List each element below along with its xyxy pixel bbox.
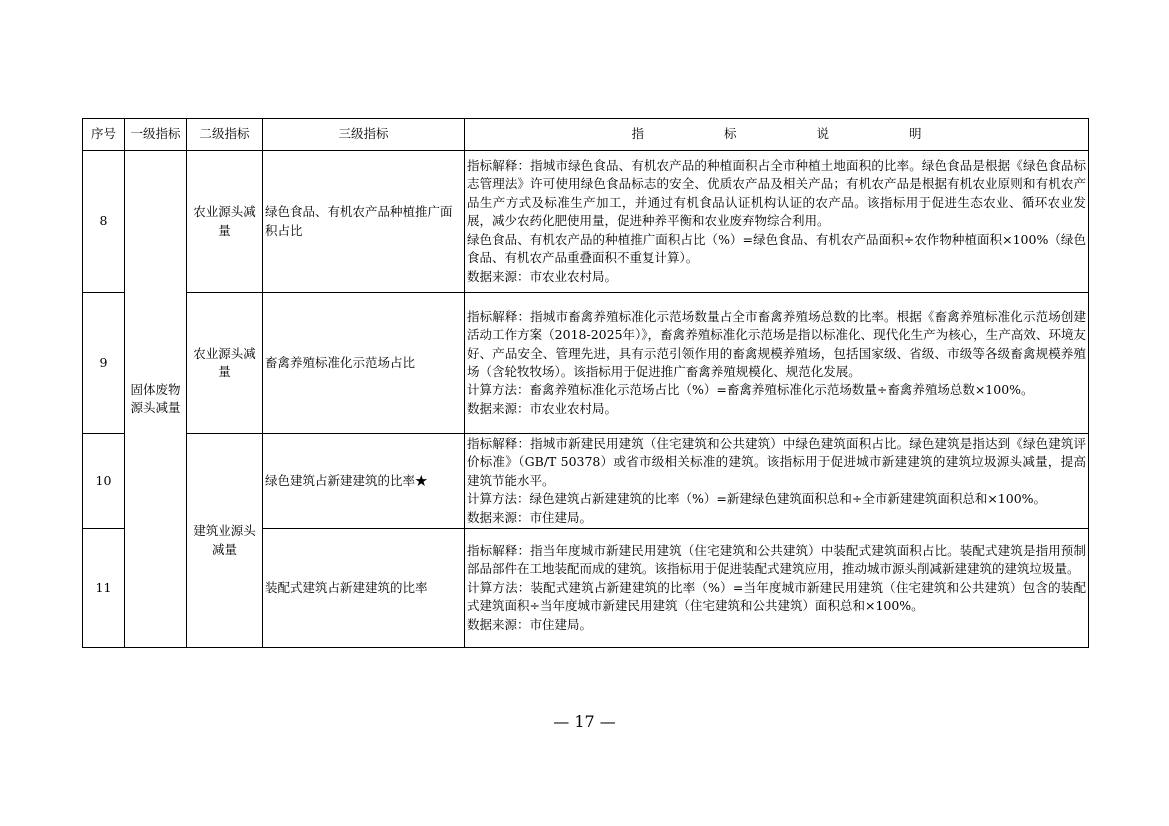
table-row: [83, 151, 1089, 293]
header-desc-char: 明: [909, 126, 922, 142]
header-desc-char: 标: [723, 126, 737, 142]
level1-category: 固体废物源头减量: [125, 151, 187, 648]
row-serial-no: 9: [83, 293, 125, 434]
page-number: — 17 —: [553, 712, 616, 731]
row-serial-no: 8: [83, 151, 125, 293]
indicator-description: [465, 434, 1089, 529]
desc-source: 数据来源：市农业农村局。: [467, 268, 618, 284]
header-desc-char: 说: [816, 126, 830, 142]
desc-source: 数据来源：市住建局。: [467, 509, 593, 525]
header-serial-no: 序号: [83, 119, 125, 151]
level3-indicator: 装配式建筑占新建建筑的比率: [263, 529, 465, 648]
desc-explanation: 指标解释：指城市绿色食品、有机农产品的种植面积占全市种植土地面积的比率。绿色食品是根据《绿色食品标志管理法》许可使用绿色食品标志的安全、优质农产品及相关产品；有机农产品是根据有机农业原则和有机农产品生产方式及标准生产加工，并通过有机食品认证机构认证的农产品。该指标用于促进生态农业、循环农业发展，减少农药化肥使用量，促进种养平衡和农业废弃物综合利用。: [467, 158, 1086, 229]
indicator-description: [465, 529, 1089, 648]
indicator-description: [465, 293, 1089, 434]
desc-explanation: 指标解释：指当年度城市新建民用建筑（住宅建筑和公共建筑）中装配式建筑面积占比。装配式建筑是指用预制部品部件在工地装配而成的建筑。该指标用于促进装配式建筑应用，推动城市源头削减新建建筑的建筑垃圾量。: [467, 542, 1086, 577]
row-serial-no: 10: [83, 434, 125, 529]
header-level3: 三级指标: [263, 119, 465, 151]
level2-category: 农业源头减量: [187, 293, 263, 434]
level3-indicator: 绿色建筑占新建建筑的比率★: [263, 434, 465, 529]
desc-formula: 计算方法：装配式建筑占新建建筑的比率（%）=当年度城市新建民用建筑（住宅建筑和公共建筑）包含的装配式建筑面积÷当年度城市新建民用建筑（住宅建筑和公共建筑）面积总和×100%。: [467, 579, 1086, 614]
table-header-row: [83, 119, 1089, 151]
table-row: [83, 293, 1089, 434]
header-level2: 二级指标: [187, 119, 263, 151]
header-level1: 一级指标: [125, 119, 187, 151]
row-serial-no: 11: [83, 529, 125, 648]
indicator-description: [465, 151, 1089, 293]
level3-indicator: 绿色食品、有机农产品种植推广面积占比: [263, 151, 465, 293]
desc-formula: 计算方法：畜禽养殖标准化示范场占比（%）=畜禽养殖标准化示范场数量÷畜禽养殖场总数×100%。: [467, 382, 1034, 398]
level3-indicator: 畜禽养殖标准化示范场占比: [263, 293, 465, 434]
desc-explanation: 指标解释：指城市畜禽养殖标准化示范场数量占全市畜禽养殖场总数的比率。根据《畜禽养殖标准化示范场创建活动工作方案（2018-2025年）》，畜禽养殖标准化示范场是指以标准化、现代化生产为核心，生产高效、环境友好、产品安全、管理先进，具有示范引领作用的畜禽规模养殖场，包括国家级、省级、市级等各级畜禽规模养殖场（含轮牧牧场）。该指标用于促进推广畜禽养殖规模化、规范化发展。: [467, 308, 1086, 379]
header-description: [465, 119, 1089, 151]
level2-category: 建筑业源头减量: [187, 434, 263, 648]
table-row: [83, 434, 1089, 529]
desc-source: 数据来源：市住建局。: [467, 616, 593, 632]
desc-source: 数据来源：市农业农村局。: [467, 400, 618, 416]
desc-formula: 计算方法：绿色建筑占新建建筑的比率（%）=新建绿色建筑面积总和÷全市新建建筑面积总和×100%。: [467, 491, 1047, 507]
desc-explanation: 指标解释：指城市新建民用建筑（住宅建筑和公共建筑）中绿色建筑面积占比。绿色建筑是指达到《绿色建筑评价标准》（GB/T 50378）或省市级相关标准的建筑。该指标用于促进城市新建建筑的建筑垃圾源头减量，提高建筑节能水平。: [467, 435, 1086, 488]
desc-formula: 绿色食品、有机农产品的种植推广面积占比（%）=绿色食品、有机农产品面积÷农作物种植面积×100%（绿色食品、有机农产品重叠面积不重复计算）。: [467, 231, 1086, 266]
header-desc-char: 指: [631, 126, 644, 142]
indicator-table: [82, 118, 1089, 648]
level2-category: 农业源头减量: [187, 151, 263, 293]
